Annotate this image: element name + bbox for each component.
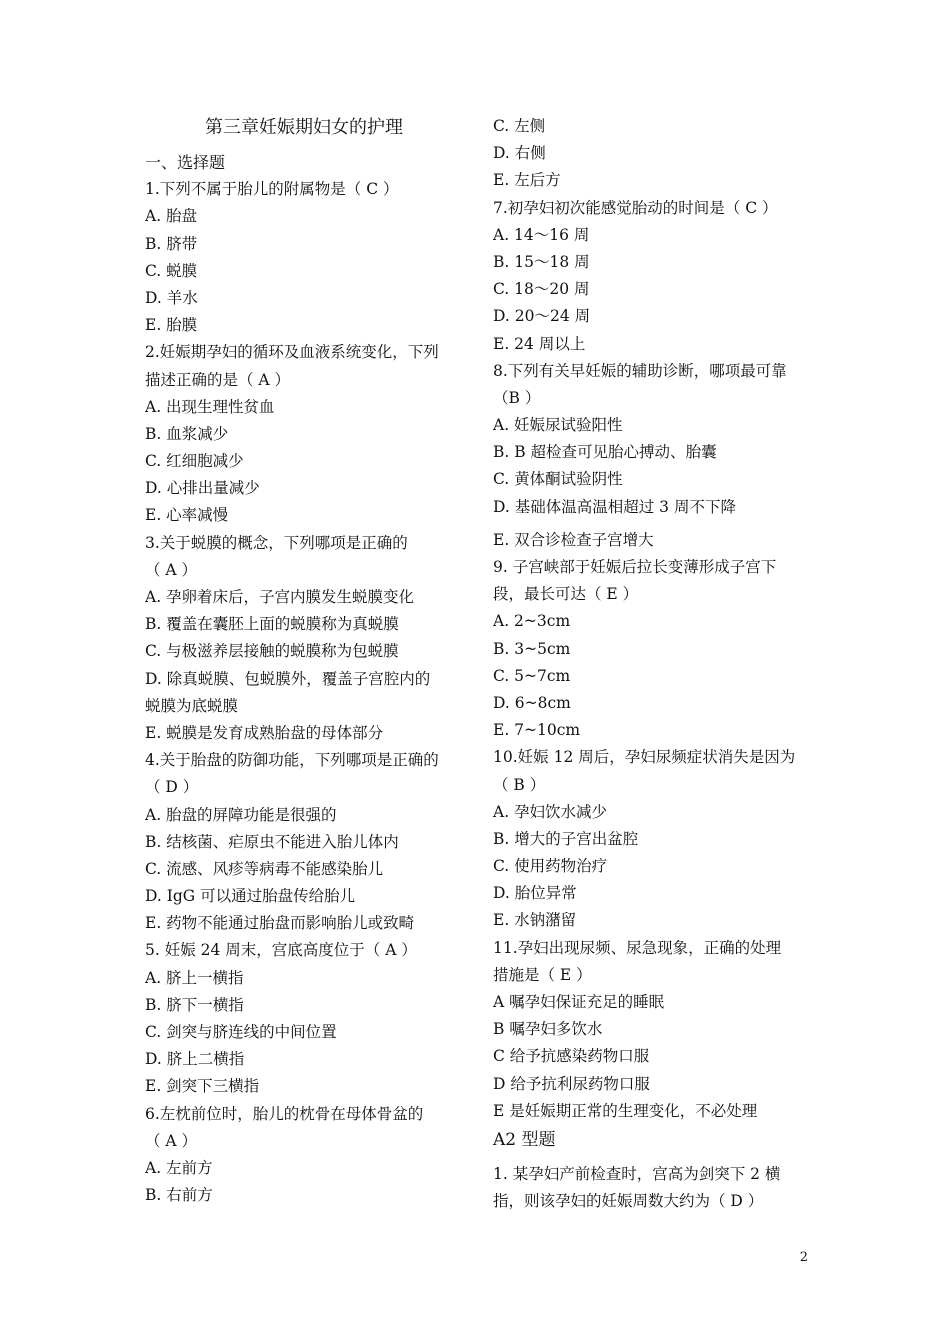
question-line: 8.下列有关早妊娠的辅助诊断，哪项最可靠 bbox=[493, 361, 787, 380]
option-line: E. 蜕膜是发育成熟胎盘的母体部分 bbox=[145, 723, 384, 742]
option-line: D 给予抗利尿药物口服 bbox=[493, 1074, 650, 1093]
option-line: A. 14～16 周 bbox=[493, 225, 590, 244]
option-line: C. 黄体酮试验阴性 bbox=[493, 470, 623, 489]
option-line: A. 胎盘 bbox=[145, 207, 198, 226]
option-line: A. 孕妇饮水减少 bbox=[493, 802, 608, 821]
option-line: E. 7~10cm bbox=[493, 721, 581, 740]
question-line: 措施是（ E ） bbox=[493, 965, 592, 984]
left-column bbox=[145, 113, 463, 1209]
question-line: 10.妊娠 12 周后，孕妇尿频症状消失是因为 bbox=[493, 748, 796, 767]
option-line: 蜕膜为底蜕膜 bbox=[145, 696, 239, 715]
question-line: 2.妊娠期孕妇的循环及血液系统变化，下列 bbox=[145, 343, 439, 362]
option-line: D. 右侧 bbox=[493, 144, 546, 163]
option-line: D. 6~8cm bbox=[493, 693, 571, 712]
option-line: C. 18～20 周 bbox=[493, 280, 590, 299]
option-line: E 是妊娠期正常的生理变化，不必处理 bbox=[493, 1101, 758, 1120]
option-line: E. 心率减慢 bbox=[145, 506, 229, 525]
option-line: D. 羊水 bbox=[145, 288, 198, 307]
option-line: B. 覆盖在囊胚上面的蜕膜称为真蜕膜 bbox=[145, 615, 399, 634]
section-heading: 一、选择题 bbox=[145, 153, 226, 172]
option-line: A. 孕卵着床后，子宫内膜发生蜕膜变化 bbox=[145, 588, 415, 606]
option-line: D. 基础体温高温相超过 3 周不下降 bbox=[493, 497, 736, 516]
option-line: E. 水钠潴留 bbox=[493, 911, 577, 930]
option-line: B 嘱孕妇多饮水 bbox=[493, 1020, 603, 1039]
question-line: 1. 某孕妇产前检查时，宫高为剑突下 2 横 bbox=[493, 1164, 781, 1183]
option-line: C. 左侧 bbox=[493, 117, 546, 135]
question-line: （ A ） bbox=[145, 1131, 198, 1150]
option-line: B. 结核菌、疟原虫不能进入胎儿体内 bbox=[145, 832, 399, 851]
question-line: 11.孕妇出现尿频、尿急现象，正确的处理 bbox=[493, 938, 782, 957]
option-line: D. 20～24 周 bbox=[493, 307, 591, 326]
option-line: B. B 超检查可见胎心搏动、胎囊 bbox=[493, 443, 717, 462]
option-line: A. 左前方 bbox=[145, 1158, 213, 1177]
option-line: B. 血浆减少 bbox=[145, 424, 229, 443]
option-line: A. 胎盘的屏障功能是很强的 bbox=[145, 805, 337, 824]
option-line: D. 心排出量减少 bbox=[145, 479, 260, 498]
right-column bbox=[493, 113, 811, 1215]
question-line: 1.下列不属于胎儿的附属物是（ C ） bbox=[145, 180, 399, 199]
option-line: B. 3~5cm bbox=[493, 639, 571, 658]
question-line: 段，最长可达（ E ） bbox=[493, 585, 639, 604]
option-line: D. 胎位异常 bbox=[493, 884, 577, 903]
question-line: 5. 妊娠 24 周末，宫底高度位于（ A ） bbox=[145, 941, 417, 960]
question-line: 指，则该孕妇的妊娠周数大约为（ D ） bbox=[493, 1192, 764, 1211]
option-line: A 嘱孕妇保证充足的睡眠 bbox=[493, 993, 665, 1011]
question-line: （ B ） bbox=[493, 775, 546, 794]
page-number: 2 bbox=[799, 1250, 808, 1265]
question-line: 9. 子宫峡部于妊娠后拉长变薄形成子宫下 bbox=[493, 558, 777, 576]
option-line: B. 脐带 bbox=[145, 234, 198, 253]
option-line: B. 脐下一横指 bbox=[145, 995, 244, 1014]
option-line: E. 药物不能通过胎盘而影响胎儿或致畸 bbox=[145, 914, 415, 933]
option-line: C. 5~7cm bbox=[493, 666, 571, 685]
option-line: E. 胎膜 bbox=[145, 316, 198, 335]
option-line: D. 脐上二横指 bbox=[145, 1050, 245, 1069]
option-line: C 给予抗感染药物口服 bbox=[493, 1047, 650, 1066]
option-line: B. 右前方 bbox=[145, 1186, 213, 1205]
question-line: 4.关于胎盘的防御功能，下列哪项是正确的 bbox=[145, 751, 439, 770]
option-line: D. 除真蜕膜、包蜕膜外，覆盖子宫腔内的 bbox=[145, 669, 431, 688]
question-line: （ D ） bbox=[145, 778, 199, 797]
option-line: C. 红细胞减少 bbox=[145, 452, 244, 471]
option-line: D. IgG 可以通过胎盘传给胎儿 bbox=[145, 887, 356, 906]
option-line: B. 增大的子宫出盆腔 bbox=[493, 829, 639, 848]
option-line: E. 双合诊检查子宫增大 bbox=[493, 530, 654, 549]
option-line: A. 妊娠尿试验阳性 bbox=[493, 416, 623, 435]
question-line: （B ） bbox=[493, 388, 541, 407]
option-line: B. 15～18 周 bbox=[493, 252, 590, 271]
page-title: 第三章妊娠期妇女的护理 bbox=[205, 117, 403, 138]
option-line: A. 出现生理性贫血 bbox=[145, 397, 275, 416]
question-line: 描述正确的是（ A ） bbox=[145, 370, 291, 389]
option-line: C. 蜕膜 bbox=[145, 261, 198, 280]
option-line: C. 与极滋养层接触的蜕膜称为包蜕膜 bbox=[145, 642, 399, 661]
option-line: E. 24 周以上 bbox=[493, 334, 586, 353]
option-line: C. 剑突与脐连线的中间位置 bbox=[145, 1023, 337, 1041]
subsection-heading: A2 型题 bbox=[493, 1129, 556, 1150]
option-line: C. 使用药物治疗 bbox=[493, 857, 608, 876]
question-line: 3.关于蜕膜的概念，下列哪项是正确的 bbox=[145, 533, 408, 552]
question-line: 6.左枕前位时，胎儿的枕骨在母体骨盆的 bbox=[145, 1104, 424, 1123]
option-line: C. 流感、风疹等病毒不能感染胎儿 bbox=[145, 859, 384, 878]
question-line: 7.初孕妇初次能感觉胎动的时间是（ C ） bbox=[493, 198, 778, 217]
option-line: E. 左后方 bbox=[493, 171, 561, 190]
question-line: （ A ） bbox=[145, 560, 198, 579]
option-line: A. 2~3cm bbox=[493, 612, 571, 631]
option-line: A. 脐上一横指 bbox=[145, 968, 244, 987]
option-line: E. 剑突下三横指 bbox=[145, 1077, 260, 1096]
